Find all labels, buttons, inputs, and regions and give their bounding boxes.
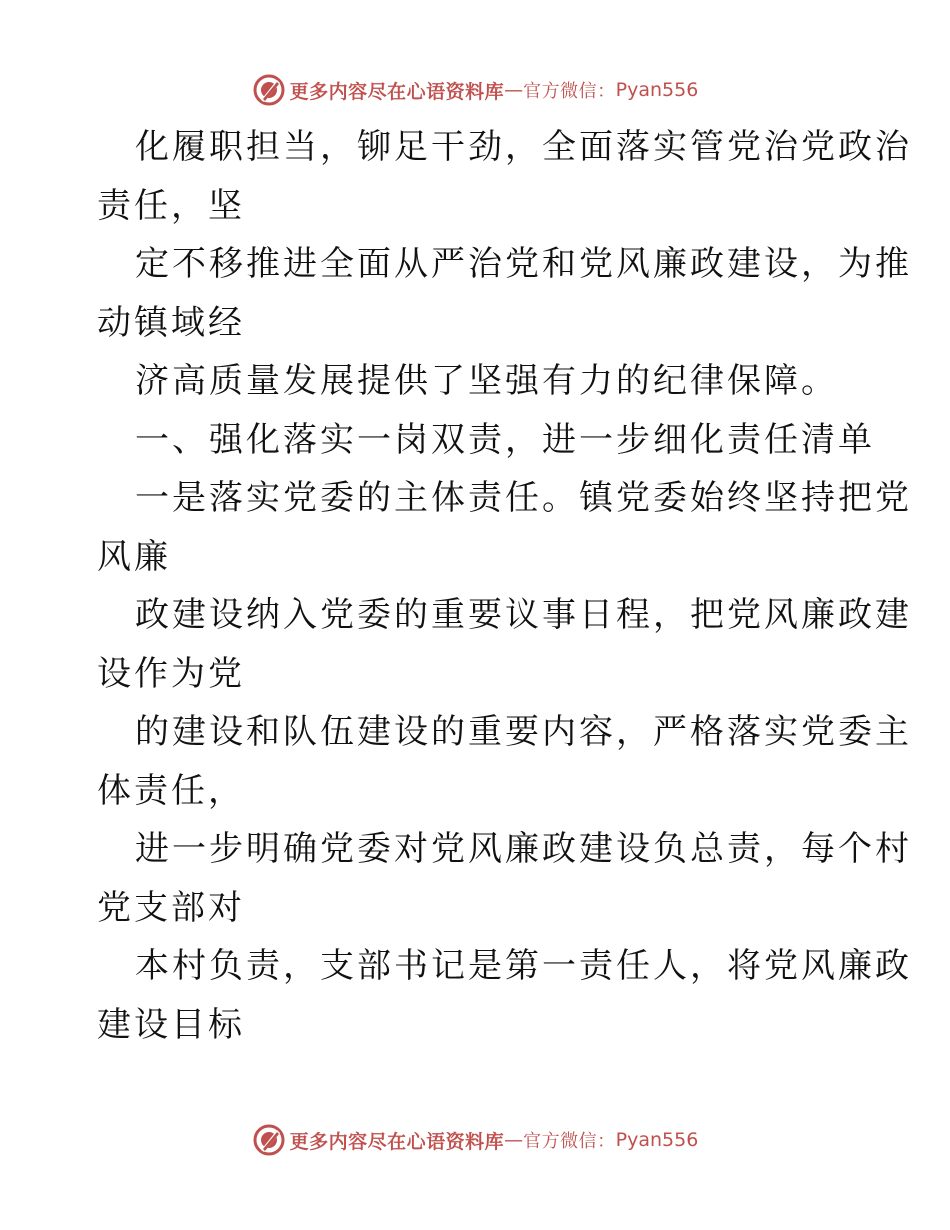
site-name: 更多内容尽在心语资料库 [289, 1130, 505, 1153]
text-line: 动镇域经 [97, 302, 245, 343]
pen-logo-icon [252, 73, 286, 107]
pen-logo-icon [252, 1123, 286, 1157]
wechat-label: 官方微信： [523, 81, 616, 102]
text-line: 定不移推进全面从严治党和党风廉政建设，为推 [135, 244, 912, 284]
header-watermark [0, 70, 950, 110]
text-line: 体责任， [97, 770, 245, 811]
text-line: 建设目标 [97, 1004, 245, 1045]
banner-separator: — [504, 1129, 524, 1151]
text-line: 济高质量发展提供了坚强有力的纪律保障。 [135, 361, 838, 401]
site-name: 更多内容尽在心语资料库 [289, 80, 505, 103]
text-line: 化履职担当，铆足干劲，全面落实管党治党政治 [135, 127, 912, 167]
text-line: 设作为党 [97, 653, 245, 694]
banner-separator: — [504, 79, 524, 101]
footer-watermark [0, 1120, 950, 1160]
wechat-label: 官方微信： [523, 1131, 616, 1152]
text-line: 党支部对 [97, 887, 245, 928]
text-line: 风廉 [97, 536, 171, 577]
text-line: 的建设和队伍建设的重要内容，严格落实党委主 [135, 712, 912, 752]
text-line: 本村负责，支部书记是第一责任人，将党风廉政 [135, 946, 912, 986]
document-body [97, 118, 912, 1054]
text-line: 政建设纳入党委的重要议事日程，把党风廉政建 [135, 595, 912, 635]
text-line: 一是落实党委的主体责任。镇党委始终坚持把党 [135, 478, 912, 518]
wechat-id: Pyan556 [615, 79, 699, 101]
text-line: 进一步明确党委对党风廉政建设负总责，每个村 [135, 829, 912, 869]
wechat-id: Pyan556 [615, 1129, 699, 1151]
text-line: 责任，坚 [97, 185, 245, 226]
text-line: 一、强化落实一岗双责，进一步细化责任清单 [135, 419, 875, 460]
